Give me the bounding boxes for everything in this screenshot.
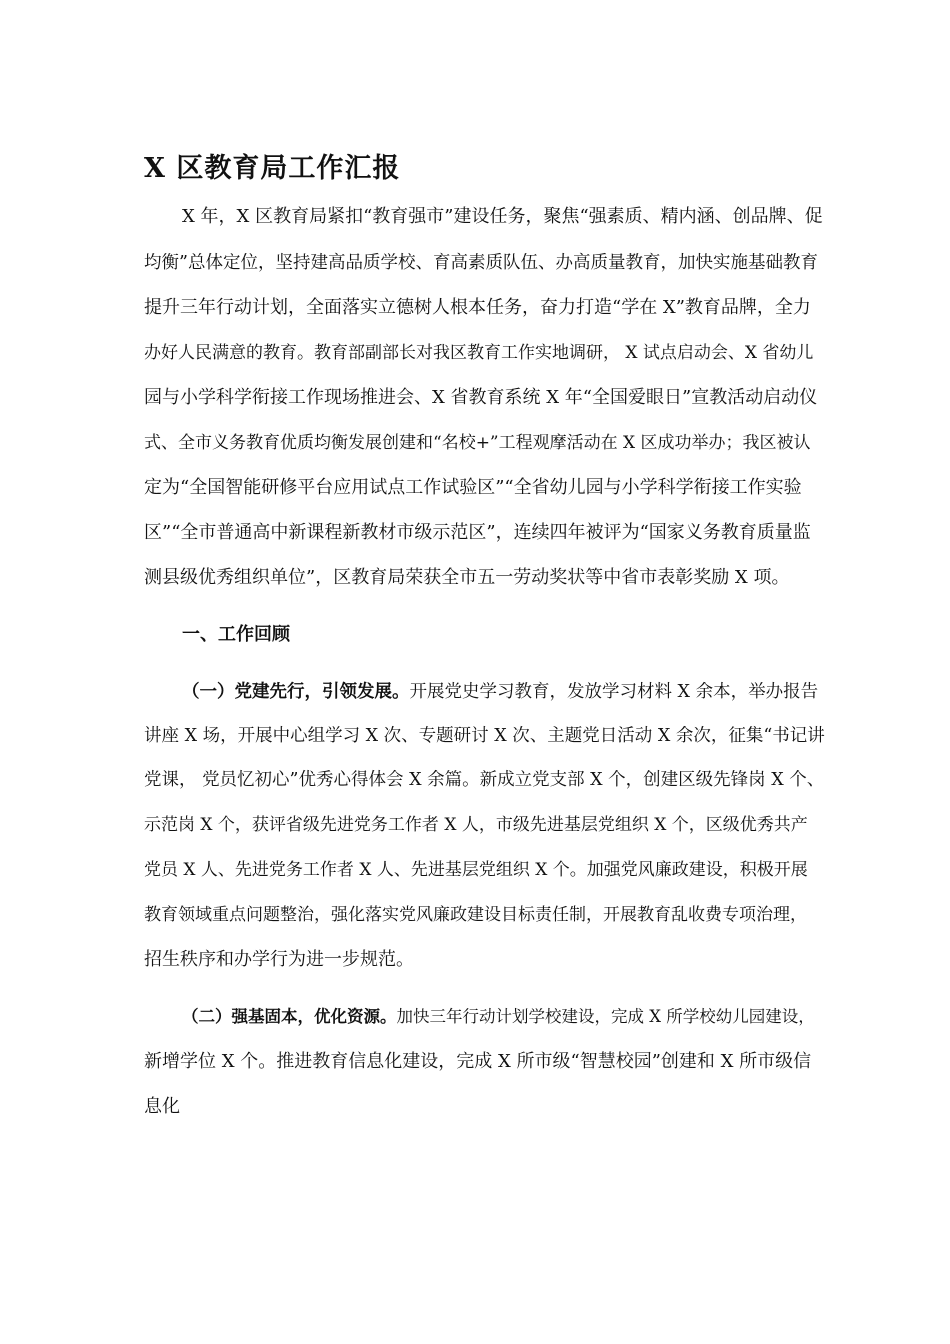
subsection-line: 新增学位 X 个。推进教育信息化建设，完成 X 所市级“智慧校园”创建和 X 所市级信 (144, 1051, 812, 1072)
intro-line: 区”“全市普通高中新课程新教材市级示范区”，连续四年被评为“国家义务教育质量监 (144, 522, 811, 543)
subsection-line: 息化 (144, 1096, 180, 1117)
subsection-line: 党员 X 人、先进党务工作者 X 人、先进基层党组织 X 个。加强党风廉政建设，积极开展 (144, 860, 808, 880)
document-title: X 区教育局工作汇报 (144, 153, 401, 184)
subsection-text: 加快三年行动计划学校建设，完成 X 所学校幼儿园建设， (396, 1007, 815, 1026)
subsection-heading: （二）强基固本，优化资源。 (182, 1007, 397, 1026)
intro-line: 提升三年行动计划，全面落实立德树人根本任务，奋力打造“学在 X”教育品牌，全力 (144, 297, 811, 318)
intro-line: X 年，X 区教育局紧扣“教育强市”建设任务，聚焦“强素质、精内涵、创品牌、促 (182, 206, 823, 227)
subsection-line: 招生秩序和办学行为进一步规范。 (144, 949, 414, 970)
subsection-line: 党课， 党员忆初心”优秀心得体会 X 余篇。新成立党支部 X 个，创建区级先锋岗 X 个、 (144, 770, 825, 790)
subsection-first-line (182, 680, 818, 704)
intro-line: 园与小学科学衔接工作现场推进会、X 省教育系统 X 年“全国爱眼日”宣教活动启动仪 (144, 387, 818, 408)
intro-line: 办好人民满意的教育。教育部副部长对我区教育工作实地调研， X 试点启动会、X 省幼儿 (144, 343, 814, 363)
subsection-first-line (182, 1005, 815, 1029)
intro-line: 式、全市义务教育优质均衡发展创建和“名校+”工程观摩活动在 X 区成功举办；我区被认 (144, 433, 811, 453)
intro-line: 测县级优秀组织单位”，区教育局荣获全市五一劳动奖状等中省市表彰奖励 X 项。 (144, 567, 790, 588)
subsection-line: 教育领域重点问题整治，强化落实党风廉政建设目标责任制，开展教育乱收费专项治理， (144, 905, 807, 925)
intro-line: 定为“全国智能研修平台应用试点工作试验区”“全省幼儿园与小学科学衔接工作实验 (144, 477, 802, 498)
intro-line: 均衡”总体定位，坚持建高品质学校、育高素质队伍、办高质量教育，加快实施基础教育 (144, 253, 818, 273)
subsection-text: 开展党史学习教育，发放学习材料 X 余本，举办报告 (409, 682, 819, 702)
subsection-line: 讲座 X 场，开展中心组学习 X 次、专题研讨 X 次、主题党日活动 X 余次，征集“书记讲 (144, 726, 825, 746)
subsection-line: 示范岗 X 个，获评省级先进党务工作者 X 人，市级先进基层党组织 X 个，区级优秀共产 (144, 815, 808, 835)
section-heading: 一、工作回顾 (182, 624, 290, 645)
subsection-heading: （一）党建先行，引领发展。 (182, 682, 410, 702)
